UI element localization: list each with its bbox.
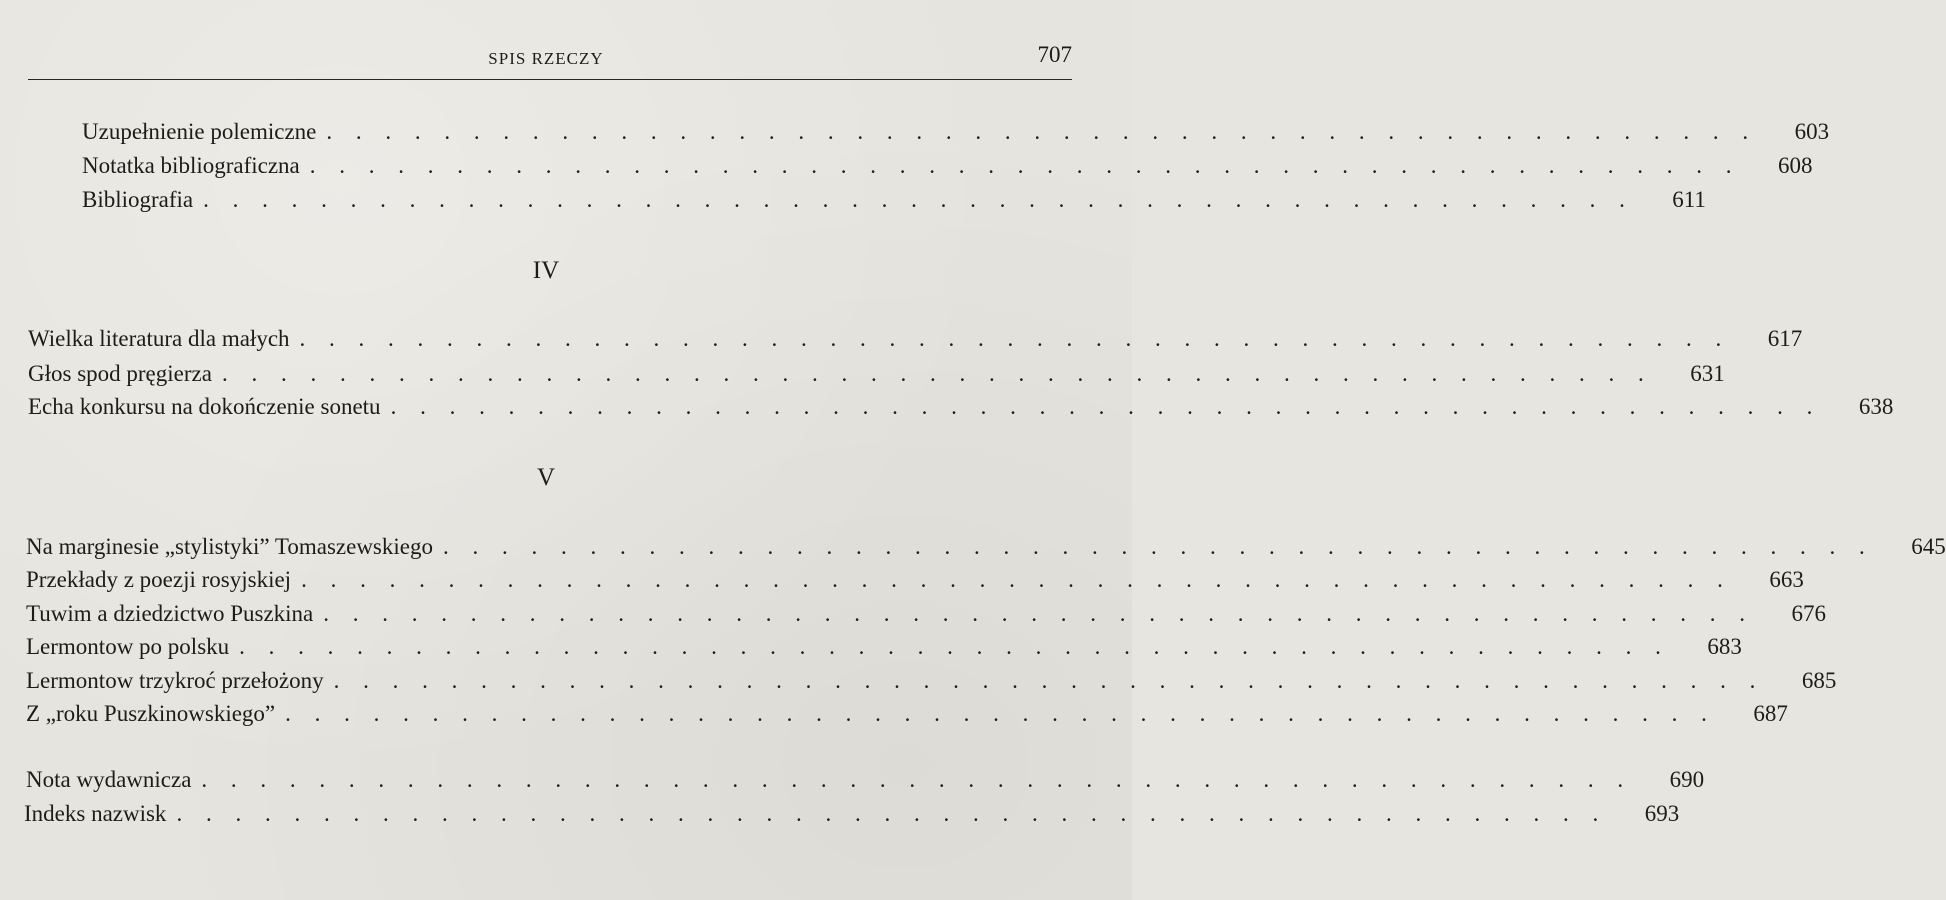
toc-entry-title: Uzupełnienie polemiczne xyxy=(82,119,317,144)
toc-entry xyxy=(26,534,1946,566)
toc-entry xyxy=(26,634,1742,666)
toc-entry xyxy=(28,361,1725,393)
toc-entry-page: 611 xyxy=(1672,187,1706,212)
toc-entry xyxy=(26,567,1804,599)
toc-entry-title: Nota wydawnicza xyxy=(26,767,192,792)
header-rule xyxy=(28,79,1072,80)
toc-entry xyxy=(82,119,1830,151)
toc-entry-page: 685 xyxy=(1801,668,1837,693)
toc-leader-dots: . . . . . . . . . . . . . . . . . . . . . . . . . . . . . . . . . . . . . . . . . . . . . . . . . xyxy=(299,326,1731,351)
toc-leader-dots: . . . . . . . . . . . . . . . . . . . . . . . . . . . . . . . . . . . . . . . . . . . . . . . . . xyxy=(239,634,1670,659)
toc-leader-dots: . . . . . . . . . . . . . . . . . . . . . . . . . . . . . . . . . . . . . . . . . . . . . . . . . xyxy=(442,534,1874,559)
toc-entry-page: 631 xyxy=(1690,361,1725,386)
toc-leader-dots: . . . . . . . . . . . . . . . . . . . . . . . . . . . . . . . . . . . . . . . . . . . . . . . . . xyxy=(323,601,1755,626)
toc-entry-title: Z „roku Puszkinowskiego” xyxy=(26,701,276,726)
toc-entry-title: Wielka literatura dla małych xyxy=(28,326,290,351)
toc-entry-page: 690 xyxy=(1669,767,1705,792)
toc-entry-page: 683 xyxy=(1707,634,1742,659)
toc-entry-title: Głos spod pręgierza xyxy=(28,361,212,386)
toc-entry-page: 693 xyxy=(1644,801,1680,826)
toc-entry-page: 645 xyxy=(1911,534,1946,559)
toc-entry-page: 617 xyxy=(1767,326,1803,351)
toc-leader-dots: . . . . . . . . . . . . . . . . . . . . . . . . . . . . . . . . . . . . . . . . . . . . . . . . . xyxy=(390,394,1822,419)
toc-entry-page: 638 xyxy=(1858,394,1894,419)
toc-leader-dots: . . . . . . . . . . . . . . . . . . . . . . . . . . . . . . . . . . . . . . . . . . . . . . . . . xyxy=(221,361,1653,386)
section-heading-iv: IV xyxy=(532,257,560,284)
toc-entry xyxy=(82,187,1706,219)
page-number: 707 xyxy=(1037,42,1072,67)
toc-leader-dots: . . . . . . . . . . . . . . . . . . . . . . . . . . . . . . . . . . . . . . . . . . . . . . . . . xyxy=(201,767,1633,792)
toc-entry-title: Przekłady z poezji rosyjskiej xyxy=(26,567,292,592)
toc-leader-dots: . . . . . . . . . . . . . . . . . . . . . . . . . . . . . . . . . . . . . . . . . . . . . . . . . xyxy=(333,668,1765,693)
toc-leader-dots: . . . . . . . . . . . . . . . . . . . . . . . . . . . . . . . . . . . . . . . . . . . . . . . . . xyxy=(301,567,1732,592)
toc-entry-title: Na marginesie „stylistyki” Tomaszewskiego xyxy=(26,534,433,559)
toc-entry xyxy=(28,394,1894,426)
toc-entry xyxy=(24,801,1680,833)
toc-entry-page: 603 xyxy=(1794,119,1830,144)
toc-entry xyxy=(26,601,1827,633)
toc-entry-title: Indeks nazwisk xyxy=(24,801,167,826)
toc-entry-page: 608 xyxy=(1778,153,1813,178)
toc-leader-dots: . . . . . . . . . . . . . . . . . . . . . . . . . . . . . . . . . . . . . . . . . . . . . . . . . xyxy=(176,801,1608,826)
toc-entry xyxy=(82,153,1813,185)
toc-entry-page: 687 xyxy=(1753,701,1788,726)
toc-entry-page: 663 xyxy=(1769,567,1804,592)
toc-entry-title: Bibliografia xyxy=(82,187,194,212)
toc-entry xyxy=(26,701,1788,733)
toc-entry xyxy=(26,767,1705,799)
toc-entry-title: Lermontow trzykroć przełożony xyxy=(26,668,324,693)
toc-entry-title: Notatka bibliograficzna xyxy=(82,153,300,178)
toc-leader-dots: . . . . . . . . . . . . . . . . . . . . . . . . . . . . . . . . . . . . . . . . . . . . . . . . . xyxy=(203,187,1634,212)
toc-entry-page: 676 xyxy=(1791,601,1827,626)
toc-entry xyxy=(26,668,1837,700)
toc-leader-dots: . . . . . . . . . . . . . . . . . . . . . . . . . . . . . . . . . . . . . . . . . . . . . . . . . xyxy=(309,153,1741,178)
toc-leader-dots: . . . . . . . . . . . . . . . . . . . . . . . . . . . . . . . . . . . . . . . . . . . . . . . . . xyxy=(285,701,1716,726)
toc-entry xyxy=(28,326,1803,358)
toc-entry-title: Echa konkursu na dokończenie sonetu xyxy=(28,394,381,419)
section-heading-v: V xyxy=(536,464,556,491)
toc-leader-dots: . . . . . . . . . . . . . . . . . . . . . . . . . . . . . . . . . . . . . . . . . . . . . . . . . xyxy=(326,119,1758,144)
running-title: SPIS RZECZY xyxy=(488,49,604,68)
toc-entry-title: Tuwim a dziedzictwo Puszkina xyxy=(26,601,314,626)
toc-entry-title: Lermontow po polsku xyxy=(26,634,230,659)
